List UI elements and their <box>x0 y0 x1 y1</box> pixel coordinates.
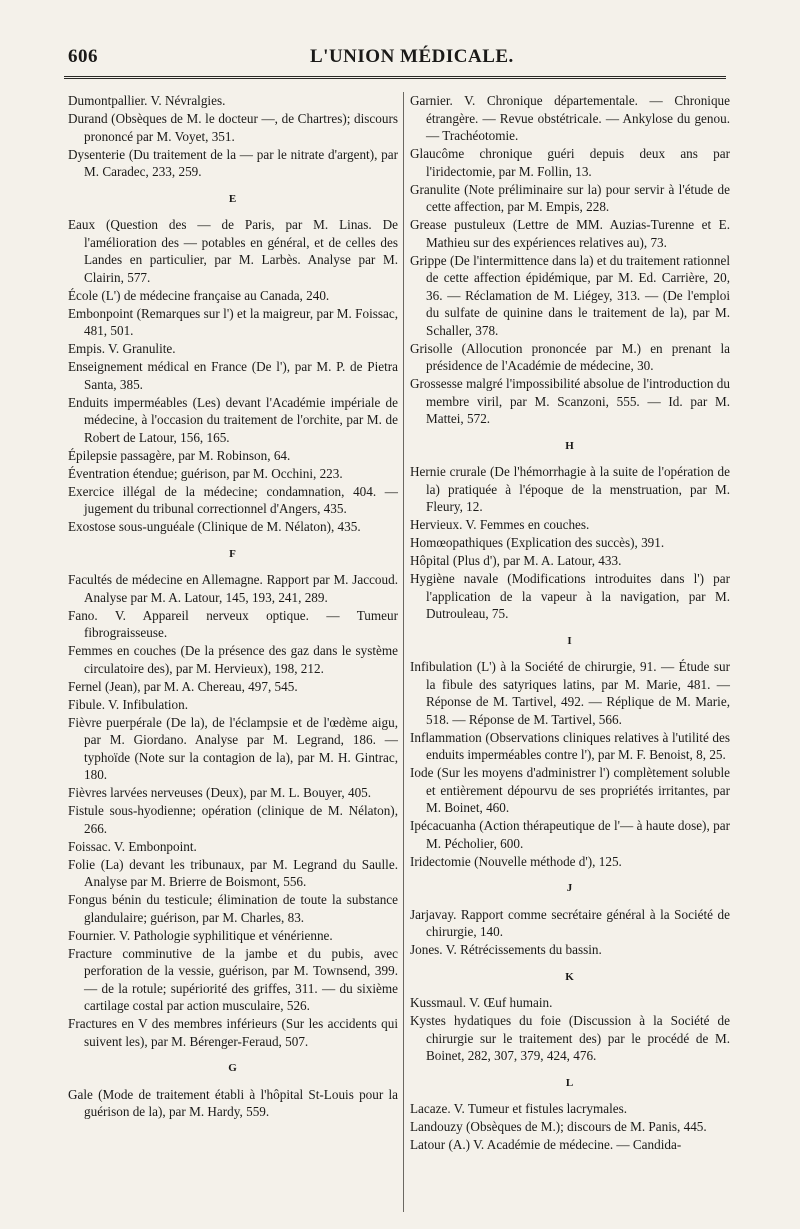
header-rule <box>64 76 726 79</box>
index-entry: Enseignement médical en France (De l'), par M. P. de Pietra Santa, 385. <box>68 359 398 392</box>
index-entry: Hervieux. V. Femmes en couches. <box>410 517 590 532</box>
section-letter: E <box>228 192 238 205</box>
index-entry: Hernie crurale (De l'hémorrhagie à la suite de l'opération de la) pratiquée à l'époque de la menstruation, par M. Fleury, 12. <box>410 464 730 514</box>
index-entry: Grisolle (Allocution prononcée par M.) en prenant la présidence de l'Académie de médecine, 30. <box>410 340 730 373</box>
index-entry: Ipécacuanha (Action thérapeutique de l'— à haute dose), par M. Pécholier, 600. <box>410 818 730 851</box>
running-title: L'UNION MÉDICALE. <box>310 46 514 67</box>
index-entry: Hôpital (Plus d'), par M. A. Latour, 433. <box>410 553 622 568</box>
index-entry: Grossesse malgré l'impossibilité absolue de l'introduction du membre viril, par M. Scanzoni, 555. — Id. par M. Mattei, 572. <box>410 376 730 426</box>
index-entry: Grease pustuleux (Lettre de MM. Auzias-Turenne et E. Mathieu sur des expériences relatives au), 73. <box>410 217 730 250</box>
index-entry: Fongus bénin du testicule; élimination de toute la substance glandulaire; guérison, par M. Charles, 83. <box>68 892 398 925</box>
page-number: 606 <box>68 46 98 67</box>
index-entry: Dysenterie (Du traitement de la — par le nitrate d'argent), par M. Caradec, 233, 259. <box>68 146 398 179</box>
index-entry: Dumontpallier. V. Névralgies. <box>68 93 226 108</box>
column-divider <box>403 92 404 1212</box>
section-letter: H <box>565 439 575 452</box>
index-entry: Granulite (Note préliminaire sur la) pour servir à l'étude de cette affection, par M. Empis, 228. <box>410 181 730 214</box>
index-entry: Gale (Mode de traitement établi à l'hôpital St-Louis pour la guérison de la), par M. Hardy, 559. <box>68 1086 398 1119</box>
index-entry: Empis. V. Granulite. <box>68 341 176 356</box>
section-letter: J <box>566 882 574 894</box>
section-letter: K <box>565 970 575 983</box>
index-entry: Inflammation (Observations cliniques relatives à l'utilité des enduits imperméables contre l'), par M. F. Benoist, 8, 25. <box>410 729 730 762</box>
index-entry: Landouzy (Obsèques de M.); discours de M. Panis, 445. <box>410 1119 707 1134</box>
index-entry: Exercice illégal de la médecine; condamnation, 404. — jugement du tribunal correctionnel d'Angers, 435. <box>68 483 398 516</box>
index-entry: Fièvres larvées nerveuses (Deux), par M. L. Bouyer, 405. <box>68 785 372 800</box>
index-entry: Iridectomie (Nouvelle méthode d'), 125. <box>410 853 622 869</box>
section-letter: G <box>228 1062 238 1074</box>
index-entry: Grippe (De l'intermittence dans la) et du traitement rationnel de cette affection épidémique, par M. Ed. Carrière, 20, 36. — Réclamation de M. Liégey, 313. — (De l'emploi du sulfate de quinine dans le traitement de la), par M. Schaller, 378. <box>410 252 730 338</box>
index-entry: Latour (A.) V. Académie de médecine. — Candida- <box>410 1137 682 1152</box>
index-entry: Foissac. V. Embonpoint. <box>68 838 197 854</box>
index-entry: Lacaze. V. Tumeur et fistules lacrymales. <box>410 1101 628 1116</box>
index-entry: Femmes en couches (De la présence des gaz dans le système circulatoire des), par M. Hervieux), 198, 212. <box>68 643 398 676</box>
section-letter: L <box>565 1076 575 1089</box>
index-column-right <box>410 92 730 1154</box>
index-entry: Fano. V. Appareil nerveux optique. — Tumeur fibrograisseuse. <box>68 607 398 640</box>
index-entry: Fracture comminutive de la jambe et du pubis, avec perforation de la vessie, guérison, par M. Townsend, 399. — de la rotule; supériorité des griffes, 311. — du sixième cartilage costal par action musculaire, 526. <box>68 945 398 1013</box>
section-letter: I <box>567 634 573 647</box>
index-entry: Fibule. V. Infibulation. <box>68 696 189 712</box>
index-entry: Fractures en V des membres inférieurs (Sur les accidents qui suivent les), par M. Bérenger-Feraud, 507. <box>68 1016 398 1049</box>
index-entry: Durand (Obsèques de M. le docteur —, de Chartres); discours prononcé par M. Voyet, 351. <box>68 111 398 144</box>
index-entry: Garnier. V. Chronique départementale. — Chronique étrangère. — Revue obstétricale. — Ankylose du genou. — Trachéotomie. <box>410 93 730 143</box>
index-entry: Éventration étendue; guérison, par M. Occhini, 223. <box>68 465 343 481</box>
index-entry: Kussmaul. V. Œuf humain. <box>410 995 553 1010</box>
index-entry: École (L') de médecine française au Canada, 240. <box>68 287 330 303</box>
index-entry: Exostose sous-unguéale (Clinique de M. Nélaton), 435. <box>68 519 361 534</box>
index-entry: Embonpoint (Remarques sur l') et la maigreur, par M. Foissac, 481, 501. <box>68 305 398 338</box>
index-entry: Fièvre puerpérale (De la), de l'éclampsie et de l'œdème aigu, par M. Giordano. Analyse par M. Legrand, 186. — typhoïde (Note sur la contagion de la), par M. H. Gintrac, 180. <box>68 714 398 782</box>
index-entry: Jones. V. Rétrécissements du bassin. <box>410 942 602 957</box>
index-entry: Folie (La) devant les tribunaux, par M. Legrand du Saulle. Analyse par M. Brierre de Boismont, 556. <box>68 856 398 889</box>
index-entry: Hygiène navale (Modifications introduites dans l') par l'application de la vapeur à la navigation, par M. Dutrouleau, 75. <box>410 571 730 621</box>
index-entry: Infibulation (L') à la Société de chirurgie, 91. — Étude sur la fibule des satyriques latins, par M. Marie, 481. — Réponse de M. Tartivel, 492. — Réplique de M. Marie, 518. — Réponse de M. Tartivel, 566. <box>410 659 730 727</box>
index-entry: Glaucôme chronique guéri depuis deux ans par l'iridectomie, par M. Follin, 13. <box>410 146 730 179</box>
index-entry: Fournier. V. Pathologie syphilitique et vénérienne. <box>68 927 333 943</box>
page-header <box>60 42 730 72</box>
index-entry: Enduits imperméables (Les) devant l'Académie impériale de médecine, à l'occasion du traitement de l'orchite, par M. de Robert de Latour, 156, 165. <box>68 394 398 445</box>
section-letter: F <box>229 547 237 560</box>
index-entry: Homœopathiques (Explication des succès), 391. <box>410 535 665 550</box>
index-entry: Jarjavay. Rapport comme secrétaire général à la Société de chirurgie, 140. <box>410 906 730 939</box>
index-entry: Eaux (Question des — de Paris, par M. Linas. De l'amélioration des — potables en général, et de celles des Landes en particulier, par M. Larbès. Analyse par M. Clairin, 577. <box>68 217 398 285</box>
index-entry: Épilepsie passagère, par M. Robinson, 64. <box>68 447 291 463</box>
index-column-left <box>68 92 398 1121</box>
index-entry: Facultés de médecine en Allemagne. Rapport par M. Jaccoud. Analyse par M. A. Latour, 145, 193, 241, 289. <box>68 572 398 605</box>
index-entry: Kystes hydatiques du foie (Discussion à la Société de chirurgie sur le traitement des) par le procédé de M. Boinet, 282, 307, 379, 424, 476. <box>410 1013 730 1063</box>
index-entry: Iode (Sur les moyens d'administrer l') complètement soluble et entièrement dépourvu de ses propriétés irritantes, par M. Boinet, 460. <box>410 765 730 815</box>
index-entry: Fistule sous-hyodienne; opération (clinique de M. Nélaton), 266. <box>68 803 398 836</box>
index-entry: Fernel (Jean), par M. A. Chereau, 497, 545. <box>68 678 298 694</box>
